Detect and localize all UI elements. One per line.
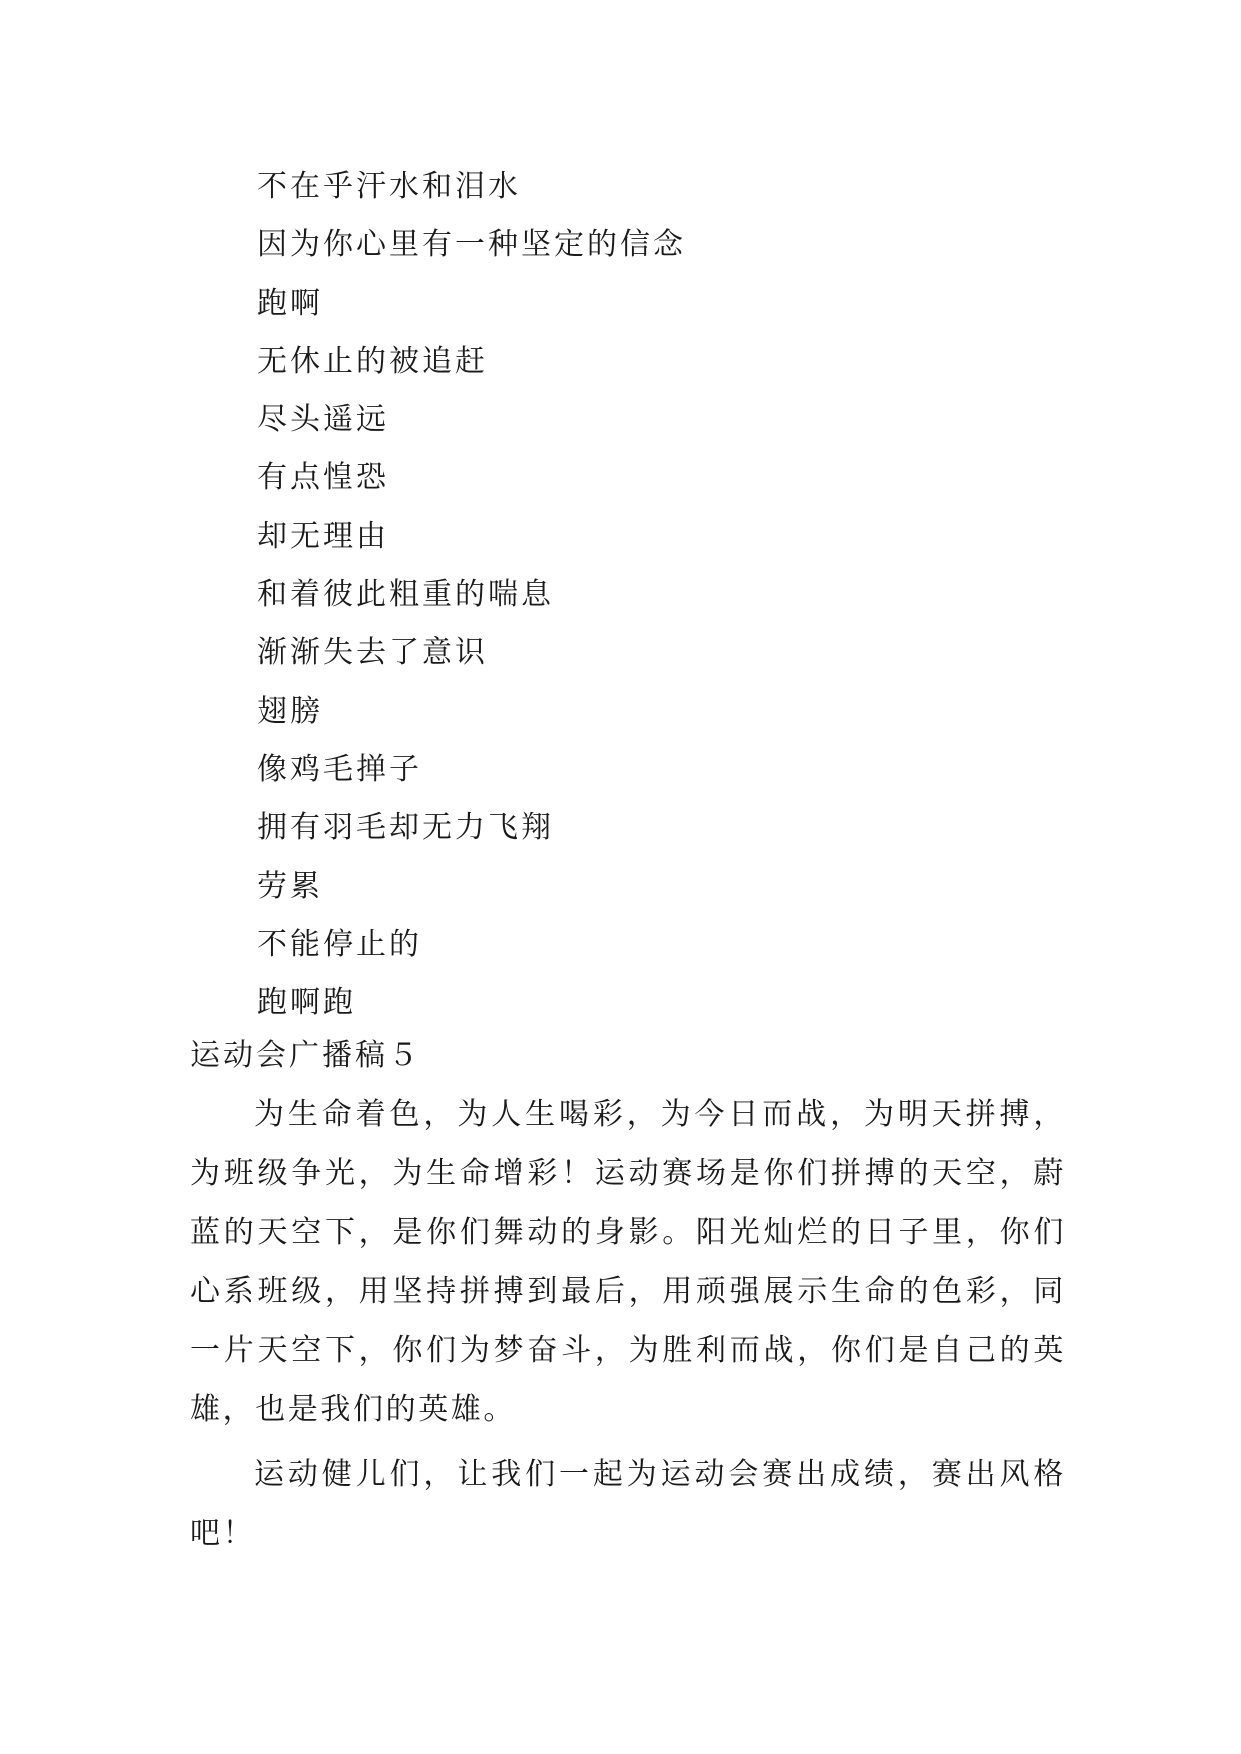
poem-line: 和着彼此粗重的喘息 — [257, 577, 554, 613]
poem-line: 翅膀 — [257, 693, 323, 729]
poem-line: 劳累 — [257, 868, 323, 904]
poem-line: 却无理由 — [257, 518, 389, 554]
poem-line: 无休止的被追赶 — [257, 343, 488, 379]
section-body — [190, 1085, 1066, 1569]
poem-line: 不能停止的 — [257, 926, 422, 962]
poem-line: 跑啊跑 — [257, 985, 356, 1021]
paragraph: 为生命着色，为人生喝彩，为今日而战，为明天拼搏，为班级争光，为生命增彩！运动赛场是你们拼搏的天空，蔚蓝的天空下，是你们舞动的身影。阳光灿烂的日子里，你们心系班级，用坚持拼搏到最后，用顽强展示生命的色彩，同一片天空下，你们为梦奋斗，为胜利而战，你们是自己的英雄，也是我们的英雄。 — [190, 1097, 1066, 1427]
poem-line: 有点惶恐 — [257, 460, 389, 496]
poem-line: 跑啊 — [257, 285, 323, 321]
poem-line: 像鸡毛掸子 — [257, 751, 422, 787]
poem-line: 渐渐失去了意识 — [257, 635, 488, 671]
poem-line: 尽头遥远 — [257, 402, 389, 438]
paragraph: 运动健儿们，让我们一起为运动会赛出成绩，赛出风格吧！ — [190, 1457, 1066, 1551]
poem-line: 拥有羽毛却无力飞翔 — [257, 810, 554, 846]
poem-block — [257, 158, 1157, 1032]
poem-line: 不在乎汗水和泪水 — [257, 169, 521, 204]
poem-line: 因为你心里有一种坚定的信念 — [257, 227, 686, 263]
section-title: 运动会广播稿５ — [190, 1038, 421, 1073]
